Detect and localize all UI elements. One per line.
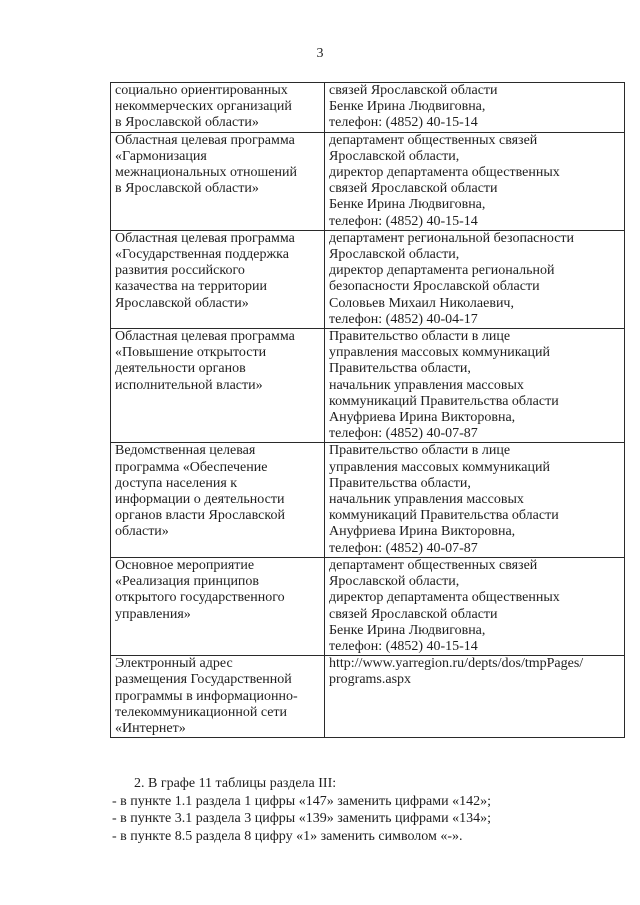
amendment-instructions: [112, 775, 612, 845]
text-line: телефон: (4852) 40-15-14: [329, 213, 478, 229]
program-url-link[interactable]: http://www.yarregion.ru/depts/dos/tmpPages/: [329, 656, 584, 672]
text-line: управления»: [115, 606, 191, 622]
text-line: информации о деятельности: [115, 492, 285, 508]
text-line: управления массовых коммуникаций: [329, 345, 550, 361]
table-row: [111, 443, 625, 557]
text-line: департамент региональной безопасности: [329, 230, 575, 246]
table-row: [111, 230, 625, 328]
text-line: социально ориентированных: [115, 83, 288, 98]
program-name-cell: [111, 83, 325, 133]
text-line: программы в информационно-: [115, 688, 298, 704]
text-line: «Повышение открытости: [115, 345, 267, 361]
text-line: Соловьев Михаил Николаевич,: [329, 295, 514, 311]
instruction-item: - в пункте 3.1 раздела 3 цифры «139» заменить цифрами «134»;: [112, 811, 492, 827]
text-line: исполнительной власти»: [115, 377, 263, 393]
text-line: Бенке Ирина Людвиговна,: [329, 99, 486, 115]
text-line: Правительства области,: [329, 361, 471, 377]
text-line: телефон: (4852) 40-15-14: [329, 638, 478, 654]
text-line: «Гармонизация: [115, 148, 207, 164]
text-line: телефон: (4852) 40-07-87: [329, 426, 478, 442]
responsible-contact-cell: [325, 557, 625, 655]
responsible-contact-cell: [325, 329, 625, 443]
program-name-cell: [111, 443, 325, 557]
text-line: директор департамента общественных: [329, 165, 560, 181]
program-url-link[interactable]: programs.aspx: [329, 672, 412, 688]
program-url-cell: [325, 656, 625, 738]
program-name-cell: [111, 656, 325, 738]
table-row: [111, 329, 625, 443]
text-line: Ануфриева Ирина Викторовна,: [329, 524, 516, 540]
text-line: Правительство области в лице: [329, 329, 511, 345]
instruction-item: - в пункте 8.5 раздела 8 цифру «1» заменить символом «-».: [112, 828, 463, 844]
text-line: размещения Государственной: [115, 672, 292, 688]
text-line: Бенке Ирина Людвиговна,: [329, 622, 486, 638]
text-line: Ярославской области,: [329, 148, 460, 164]
text-line: коммуникаций Правительства области: [329, 508, 559, 524]
text-line: Бенке Ирина Людвиговна,: [329, 197, 486, 213]
instruction-heading: 2. В графе 11 таблицы раздела III:: [134, 776, 337, 791]
text-line: Ярославской области,: [329, 574, 460, 590]
text-line: Областная целевая программа: [115, 230, 295, 246]
text-line: «Государственная поддержка: [115, 247, 289, 263]
responsible-contact-cell: [325, 230, 625, 328]
program-contacts-table: [110, 82, 625, 738]
text-line: развития российского: [115, 263, 245, 279]
text-line: директор департамента общественных: [329, 590, 560, 606]
program-name-cell: [111, 230, 325, 328]
text-line: деятельности органов: [115, 361, 246, 377]
text-line: коммуникаций Правительства области: [329, 393, 559, 409]
text-line: «Интернет»: [115, 720, 186, 736]
responsible-contact-cell: [325, 443, 625, 557]
program-name-cell: [111, 132, 325, 230]
text-line: Ярославской области»: [115, 295, 249, 311]
text-line: Ведомственная целевая: [115, 443, 256, 459]
text-line: управления массовых коммуникаций: [329, 459, 550, 475]
text-line: области»: [115, 524, 169, 540]
responsible-contact-cell: [325, 83, 625, 133]
text-line: телефон: (4852) 40-07-87: [329, 540, 478, 556]
text-line: связей Ярославской области: [329, 83, 498, 98]
text-line: Ануфриева Ирина Викторовна,: [329, 410, 516, 426]
table-row: [111, 656, 625, 738]
table-row: [111, 132, 625, 230]
text-line: Ярославской области,: [329, 247, 460, 263]
text-line: некоммерческих организаций: [115, 99, 292, 115]
text-line: Правительства области,: [329, 475, 471, 491]
text-line: Основное мероприятие: [115, 557, 255, 573]
text-line: телефон: (4852) 40-04-17: [329, 311, 478, 327]
text-line: связей Ярославской области: [329, 606, 498, 622]
text-line: безопасности Ярославской области: [329, 279, 540, 295]
table-row: [111, 83, 625, 133]
program-name-cell: [111, 557, 325, 655]
text-line: телекоммуникационной сети: [115, 704, 288, 720]
text-line: в Ярославской области»: [115, 181, 259, 197]
text-line: директор департамента региональной: [329, 263, 555, 279]
text-line: казачества на территории: [115, 279, 268, 295]
text-line: доступа населения к: [115, 475, 238, 491]
text-line: «Реализация принципов: [115, 574, 260, 590]
text-line: Областная целевая программа: [115, 132, 295, 148]
instruction-item: - в пункте 1.1 раздела 1 цифры «147» заменить цифрами «142»;: [112, 793, 492, 809]
text-line: связей Ярославской области: [329, 181, 498, 197]
text-line: открытого государственного: [115, 590, 285, 606]
text-line: Областная целевая программа: [115, 329, 295, 345]
text-line: в Ярославской области»: [115, 115, 259, 131]
text-line: телефон: (4852) 40-15-14: [329, 115, 478, 131]
text-line: Электронный адрес: [115, 656, 233, 672]
program-name-cell: [111, 329, 325, 443]
text-line: межнациональных отношений: [115, 165, 297, 181]
text-line: программа «Обеспечение: [115, 459, 268, 475]
table-row: [111, 557, 625, 655]
responsible-contact-cell: [325, 132, 625, 230]
text-line: департамент общественных связей: [329, 132, 538, 148]
text-line: Правительство области в лице: [329, 443, 511, 459]
text-line: департамент общественных связей: [329, 557, 538, 573]
text-line: начальник управления массовых: [329, 492, 524, 508]
text-line: органов власти Ярославской: [115, 508, 285, 524]
page-number: 3: [316, 46, 324, 61]
text-line: начальник управления массовых: [329, 377, 524, 393]
